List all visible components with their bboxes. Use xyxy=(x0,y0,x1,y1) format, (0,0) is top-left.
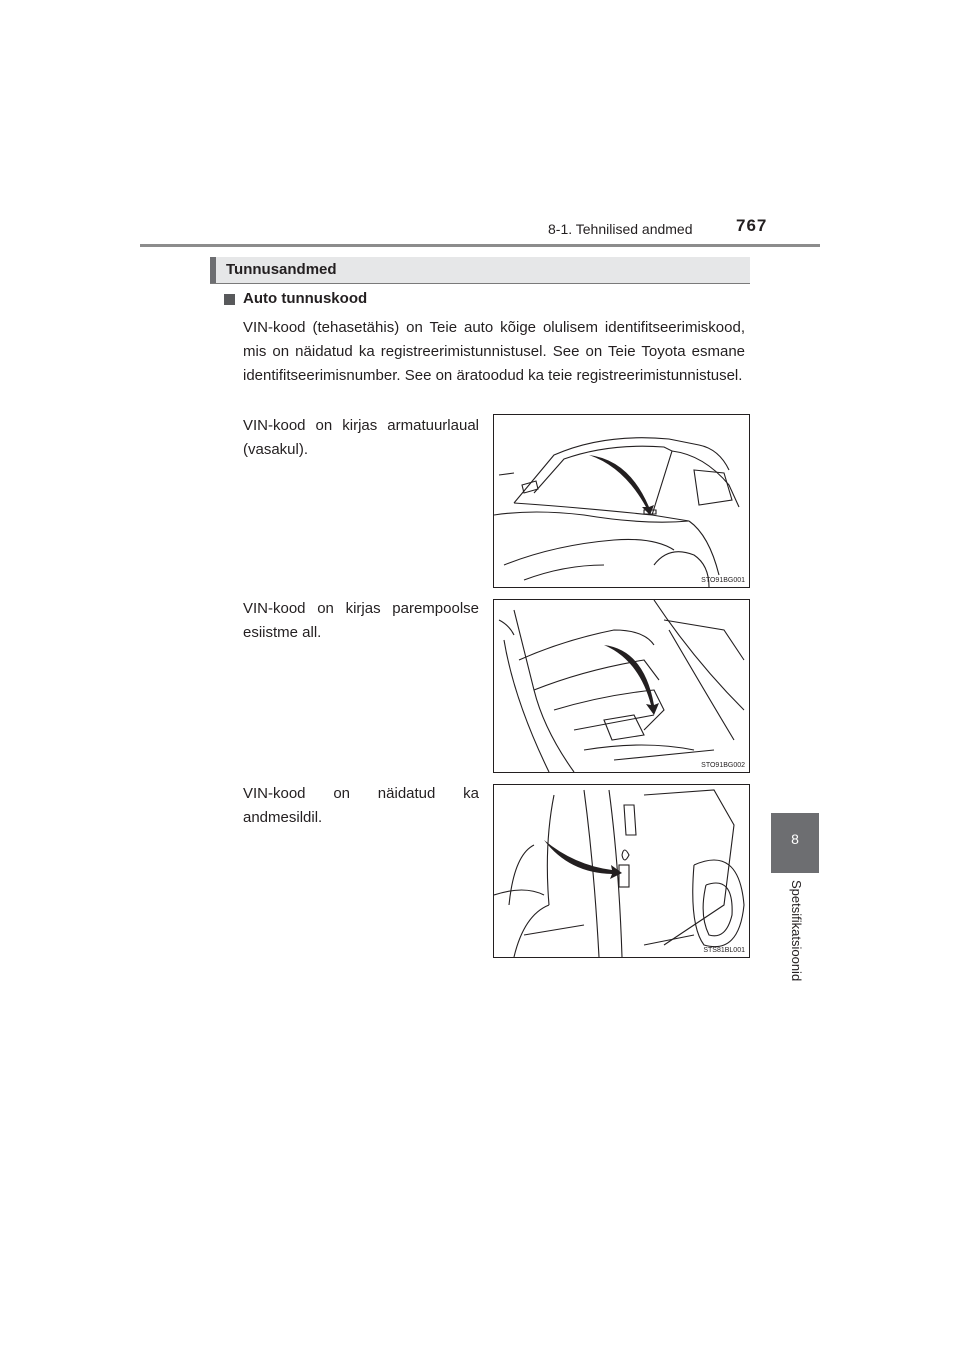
chapter-label-text: Spetsifikatsioonid xyxy=(789,880,804,982)
seat-illustration xyxy=(494,600,749,772)
intro-paragraph: VIN-kood (tehasetähis) on Teie auto kõige olulisem identifitseerimiskood, mis on näidatud ka registreerimistunnistusel. See on Teie Toyota esmane identifitseerimisnumber. See on äratoodud ka teie registreerimistunnistusel. xyxy=(243,319,745,384)
figure-caption-label: VIN-kood on näidatud ka andmesildil. xyxy=(243,785,479,826)
running-header-section: 8-1. Tehnilised andmed xyxy=(548,221,693,237)
subsection-title: Auto tunnuskood xyxy=(243,290,368,307)
arrow-icon xyxy=(589,455,654,515)
header-rule xyxy=(140,244,820,247)
figure-label-vin xyxy=(493,784,750,958)
chapter-number: 8 xyxy=(791,831,799,847)
figure-code: STO91BG001 xyxy=(701,577,745,584)
figure-caption-seat: VIN-kood on kirjas parempoolse esiistme all. xyxy=(243,600,479,641)
door-pillar-illustration xyxy=(494,785,749,957)
figure-dashboard-vin xyxy=(493,414,750,588)
figure-caption-dashboard: VIN-kood on kirjas armatuurlaual (vasakul). xyxy=(243,417,479,458)
arrow-icon xyxy=(544,840,622,879)
figure-seat-vin xyxy=(493,599,750,773)
vin-label-icon xyxy=(619,865,629,887)
figure-code: STS81BL001 xyxy=(703,947,745,954)
arrow-icon xyxy=(604,645,659,715)
square-bullet-icon xyxy=(224,294,235,305)
chapter-tab xyxy=(771,813,819,873)
page-number: 767 xyxy=(736,216,768,235)
section-heading xyxy=(210,257,750,284)
figure-code: STO91BG002 xyxy=(701,762,745,769)
section-heading-bar xyxy=(210,257,216,283)
car-front-illustration xyxy=(494,415,749,587)
section-title: Tunnusandmed xyxy=(226,261,337,278)
chapter-label xyxy=(788,880,806,1000)
